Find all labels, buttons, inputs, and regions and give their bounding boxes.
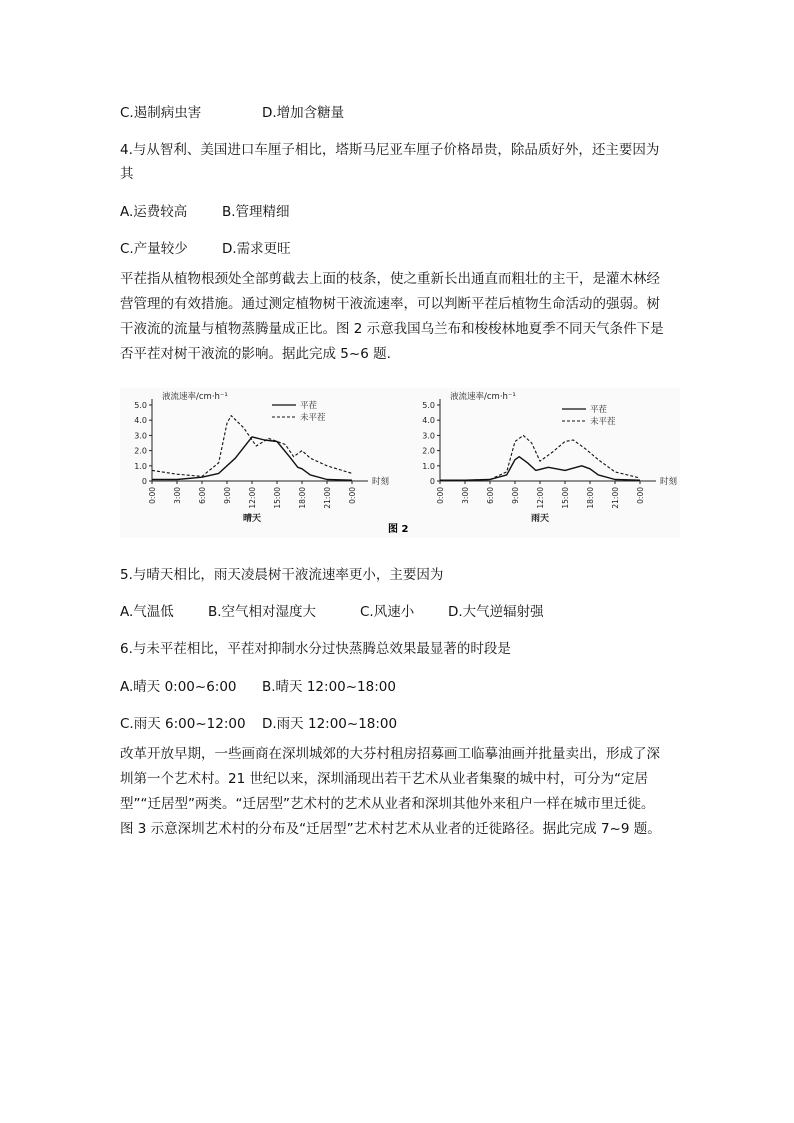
x-tick-label: 15:00 [561,487,570,509]
passage-1-line: 营管理的有效措施。通过测定植物树干液流速率，可以判断平茬后植物生命活动的强弱。树 [120,296,660,312]
legend-label-dashed: 未平茬 [590,417,616,427]
y-tick-label: 5.0 [134,401,147,410]
x-tick-label: 12:00 [536,487,545,509]
passage-1 [120,267,680,367]
passage-1-line: 平茬指从植物根颈处全部剪截去上面的枝条，使之重新长出通直而粗壮的主干，是灌木林经 [120,271,660,287]
q5-option-d: D.大气逆辐射强 [448,604,544,620]
x-tick-label: 3:00 [461,487,470,504]
q6-option-b: B.晴天 12:00~18:00 [262,679,396,695]
legend-label-solid: 平茬 [300,401,318,411]
passage-2-line: 改革开放早期，一些画商在深圳城郊的大芬村租房招募画工临摹油画并批量卖出，形成了深 [120,746,660,762]
y-tick-label: 0 [429,477,435,486]
x-tick-label: 9:00 [511,487,520,504]
figure-2 [120,388,680,538]
q6-option-d: D.雨天 12:00~18:00 [262,716,398,732]
passage-2 [120,742,680,842]
y-tick-label: 1.0 [422,461,435,471]
q3-option-c: C.遏制病虫害 [120,105,202,121]
x-tick-label: 6:00 [198,487,207,504]
legend-label-solid: 平茬 [590,405,608,415]
x-axis-label: 晴天 [242,514,262,524]
y-axis-label: 液流速率/cm·h⁻¹ [162,392,228,402]
x-axis-end-label: 时刻 [660,477,678,487]
x-tick-label: 6:00 [486,487,495,504]
x-tick-label: 3:00 [173,487,182,504]
y-tick-label: 4.0 [134,416,147,426]
q4-option-d: D.需求更旺 [222,241,291,257]
x-axis-label: 雨天 [530,514,550,524]
q6-option-a: A.晴天 0:00~6:00 [120,679,237,695]
x-tick-label: 21:00 [323,487,332,509]
y-tick-label: 0 [141,477,147,486]
x-tick-label: 12:00 [248,487,257,509]
x-tick-label: 21:00 [611,487,620,509]
passage-2-line: 圳第一个艺术村。21 世纪以来，深圳涌现出若干艺术从业者集聚的城中村，可分为“定居 [120,771,648,787]
passage-1-line: 否平茬对树干液流的影响。据此完成 5~6 题. [120,346,391,362]
q4-stem-line2: 其 [120,166,134,182]
y-axis-label: 液流速率/cm·h⁻¹ [450,392,516,402]
x-tick-label: 0:00 [348,487,357,504]
figure-caption: 图 2 [388,524,409,535]
q3-option-d: D.增加含糖量 [262,105,345,121]
x-tick-label: 18:00 [586,487,595,509]
y-tick-label: 4.0 [422,416,435,426]
passage-1-line: 干液流的流量与植物蒸腾量成正比。图 2 示意我国乌兰布和梭梭林地夏季不同天气条件下是 [120,321,664,337]
y-tick-label: 3.0 [422,431,435,441]
y-tick-label: 3.0 [134,431,147,441]
q5-option-b: B.空气相对湿度大 [208,604,317,620]
y-tick-label: 2.0 [422,446,435,456]
q5-option-a: A.气温低 [120,604,174,620]
x-tick-label: 15:00 [273,487,282,509]
q5-stem: 5.与晴天相比，雨天凌晨树干液流速率更小，主要因为 [120,567,444,583]
legend-label-dashed: 未平茬 [300,413,326,423]
figure-2-svg [120,388,680,538]
q4-stem-line1: 4.与从智利、美国进口车厘子相比，塔斯马尼亚车厘子价格昂贵，除品质好外，还主要因为 [120,142,660,158]
q4-option-a: A.运费较高 [120,204,188,220]
x-tick-label: 9:00 [223,487,232,504]
q4-option-c: C.产量较少 [120,241,188,257]
x-tick-label: 0:00 [636,487,645,504]
x-tick-label: 0:00 [436,487,445,504]
passage-2-line: 型”“迁居型”两类。“迁居型”艺术村的艺术从业者和深圳其他外来租户一样在城市里迁徙。 [120,796,655,812]
y-tick-label: 5.0 [422,401,435,410]
x-axis-end-label: 时刻 [372,477,390,487]
q6-stem: 6.与未平茬相比，平茬对抑制水分过快蒸腾总效果最显著的时段是 [120,641,511,657]
passage-2-line: 图 3 示意深圳艺术村的分布及“迁居型”艺术村艺术从业者的迁徙路径。据此完成 7~9 题。 [120,821,661,837]
y-tick-label: 2.0 [134,446,147,456]
x-tick-label: 0:00 [148,487,157,504]
q6-option-c: C.雨天 6:00~12:00 [120,716,246,732]
x-tick-label: 18:00 [298,487,307,509]
y-tick-label: 1.0 [134,461,147,471]
q4-option-b: B.管理精细 [222,204,290,220]
q5-option-c: C.风速小 [360,604,415,620]
